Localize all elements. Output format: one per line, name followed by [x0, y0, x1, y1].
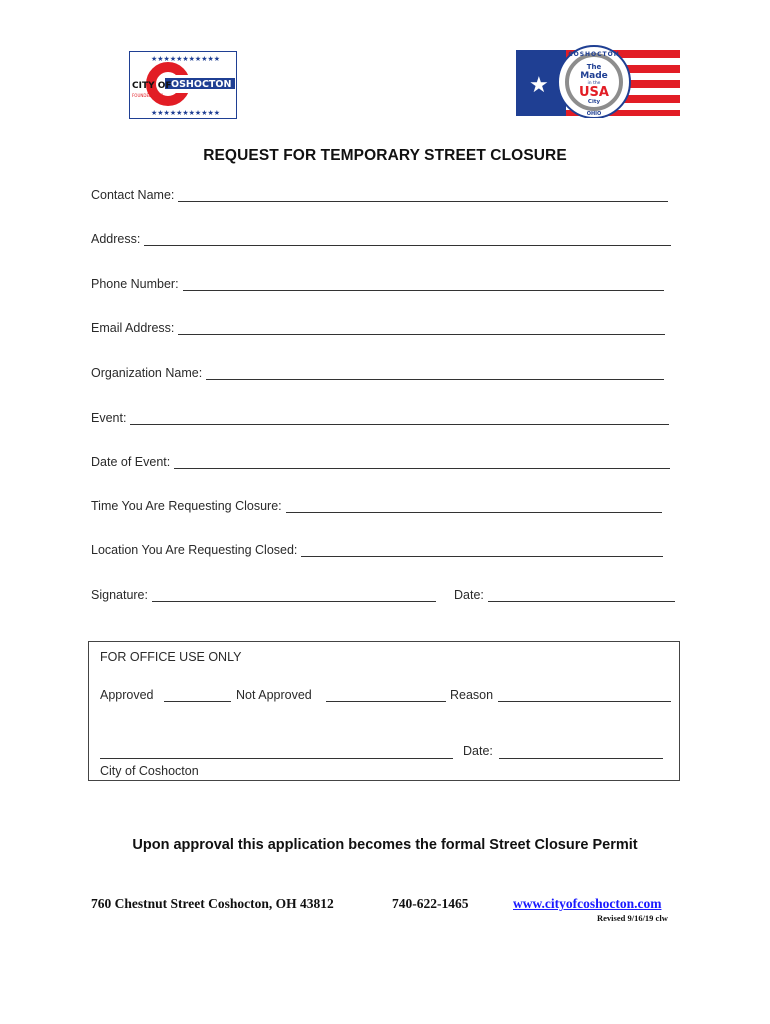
- location-line[interactable]: [301, 543, 663, 557]
- signature-date-line[interactable]: [488, 588, 675, 602]
- phone-number-field[interactable]: [91, 277, 664, 291]
- svg-text:Made: Made: [580, 71, 608, 81]
- event-field[interactable]: [91, 411, 669, 425]
- contact-name-field[interactable]: [91, 188, 668, 202]
- footer-website-link[interactable]: www.cityofcoshocton.com: [513, 896, 662, 911]
- date-of-event-label: Date of Event:: [91, 455, 171, 469]
- event-line[interactable]: [130, 411, 669, 425]
- location-label: Location You Are Requesting Closed:: [91, 543, 298, 557]
- phone-number-label: Phone Number:: [91, 277, 179, 291]
- svg-text:COSHOCTON: COSHOCTON: [568, 51, 620, 58]
- svg-text:★: ★: [529, 73, 549, 98]
- footer-address: 760 Chestnut Street Coshocton, OH 43812: [91, 896, 334, 911]
- organization-name-label: Organization Name:: [91, 366, 203, 380]
- svg-text:in the: in the: [587, 81, 601, 86]
- email-address-label: Email Address:: [91, 321, 175, 335]
- signature-line[interactable]: [152, 588, 436, 602]
- address-line[interactable]: [144, 232, 671, 246]
- time-closure-field[interactable]: [91, 499, 662, 513]
- email-address-field[interactable]: [91, 321, 665, 335]
- svg-text:FOUNDED 1811: FOUNDED 1811: [132, 93, 164, 98]
- city-of-coshocton-label: City of Coshocton: [100, 764, 199, 778]
- revised-note: Revised 9/16/19 clw: [597, 913, 668, 923]
- svg-text:★★★★★★★★★★★: ★★★★★★★★★★★: [151, 55, 221, 63]
- date-of-event-line[interactable]: [174, 455, 670, 469]
- contact-name-line[interactable]: [178, 188, 668, 202]
- signature-date-label: Date:: [454, 588, 484, 602]
- organization-name-field[interactable]: [91, 366, 664, 380]
- reason-line[interactable]: [498, 688, 671, 702]
- approved-line[interactable]: [164, 688, 231, 702]
- email-address-line[interactable]: [178, 321, 665, 335]
- office-date-label: Date:: [463, 744, 493, 758]
- location-field[interactable]: [91, 543, 663, 557]
- time-closure-label: Time You Are Requesting Closure:: [91, 499, 282, 513]
- approved-label: Approved: [100, 688, 154, 702]
- city-of-coshocton-logo: [129, 51, 237, 119]
- office-use-heading: FOR OFFICE USE ONLY: [100, 650, 242, 664]
- form-title: REQUEST FOR TEMPORARY STREET CLOSURE: [203, 147, 567, 164]
- address-label: Address:: [91, 232, 141, 246]
- not-approved-label: Not Approved: [236, 688, 312, 702]
- event-label: Event:: [91, 411, 127, 425]
- date-of-event-field[interactable]: [91, 455, 670, 469]
- svg-text:CITY OF: CITY OF: [132, 81, 172, 91]
- svg-text:OHIO: OHIO: [586, 111, 602, 117]
- signature-field[interactable]: [91, 588, 436, 602]
- not-approved-line[interactable]: [326, 688, 446, 702]
- phone-number-line[interactable]: [183, 277, 664, 291]
- made-in-the-usa-city-logo: [514, 44, 680, 118]
- reason-label: Reason: [450, 688, 494, 702]
- address-field[interactable]: [91, 232, 671, 246]
- time-closure-line[interactable]: [286, 499, 662, 513]
- signature-date-field[interactable]: [454, 588, 675, 602]
- svg-text:USA: USA: [579, 85, 609, 100]
- official-signature-line[interactable]: [100, 745, 453, 759]
- svg-text:The: The: [586, 63, 602, 71]
- organization-name-line[interactable]: [206, 366, 664, 380]
- contact-name-label: Contact Name:: [91, 188, 175, 202]
- svg-text:★★★★★★★★★★★: ★★★★★★★★★★★: [151, 109, 221, 117]
- footer-phone: 740-622-1465: [392, 896, 469, 911]
- svg-text:City: City: [587, 99, 601, 105]
- svg-text:OSHOCTON: OSHOCTON: [171, 79, 232, 90]
- approval-note: Upon approval this application becomes the formal Street Closure Permit: [132, 837, 638, 853]
- signature-label: Signature:: [91, 588, 148, 602]
- office-date-line[interactable]: [499, 745, 663, 759]
